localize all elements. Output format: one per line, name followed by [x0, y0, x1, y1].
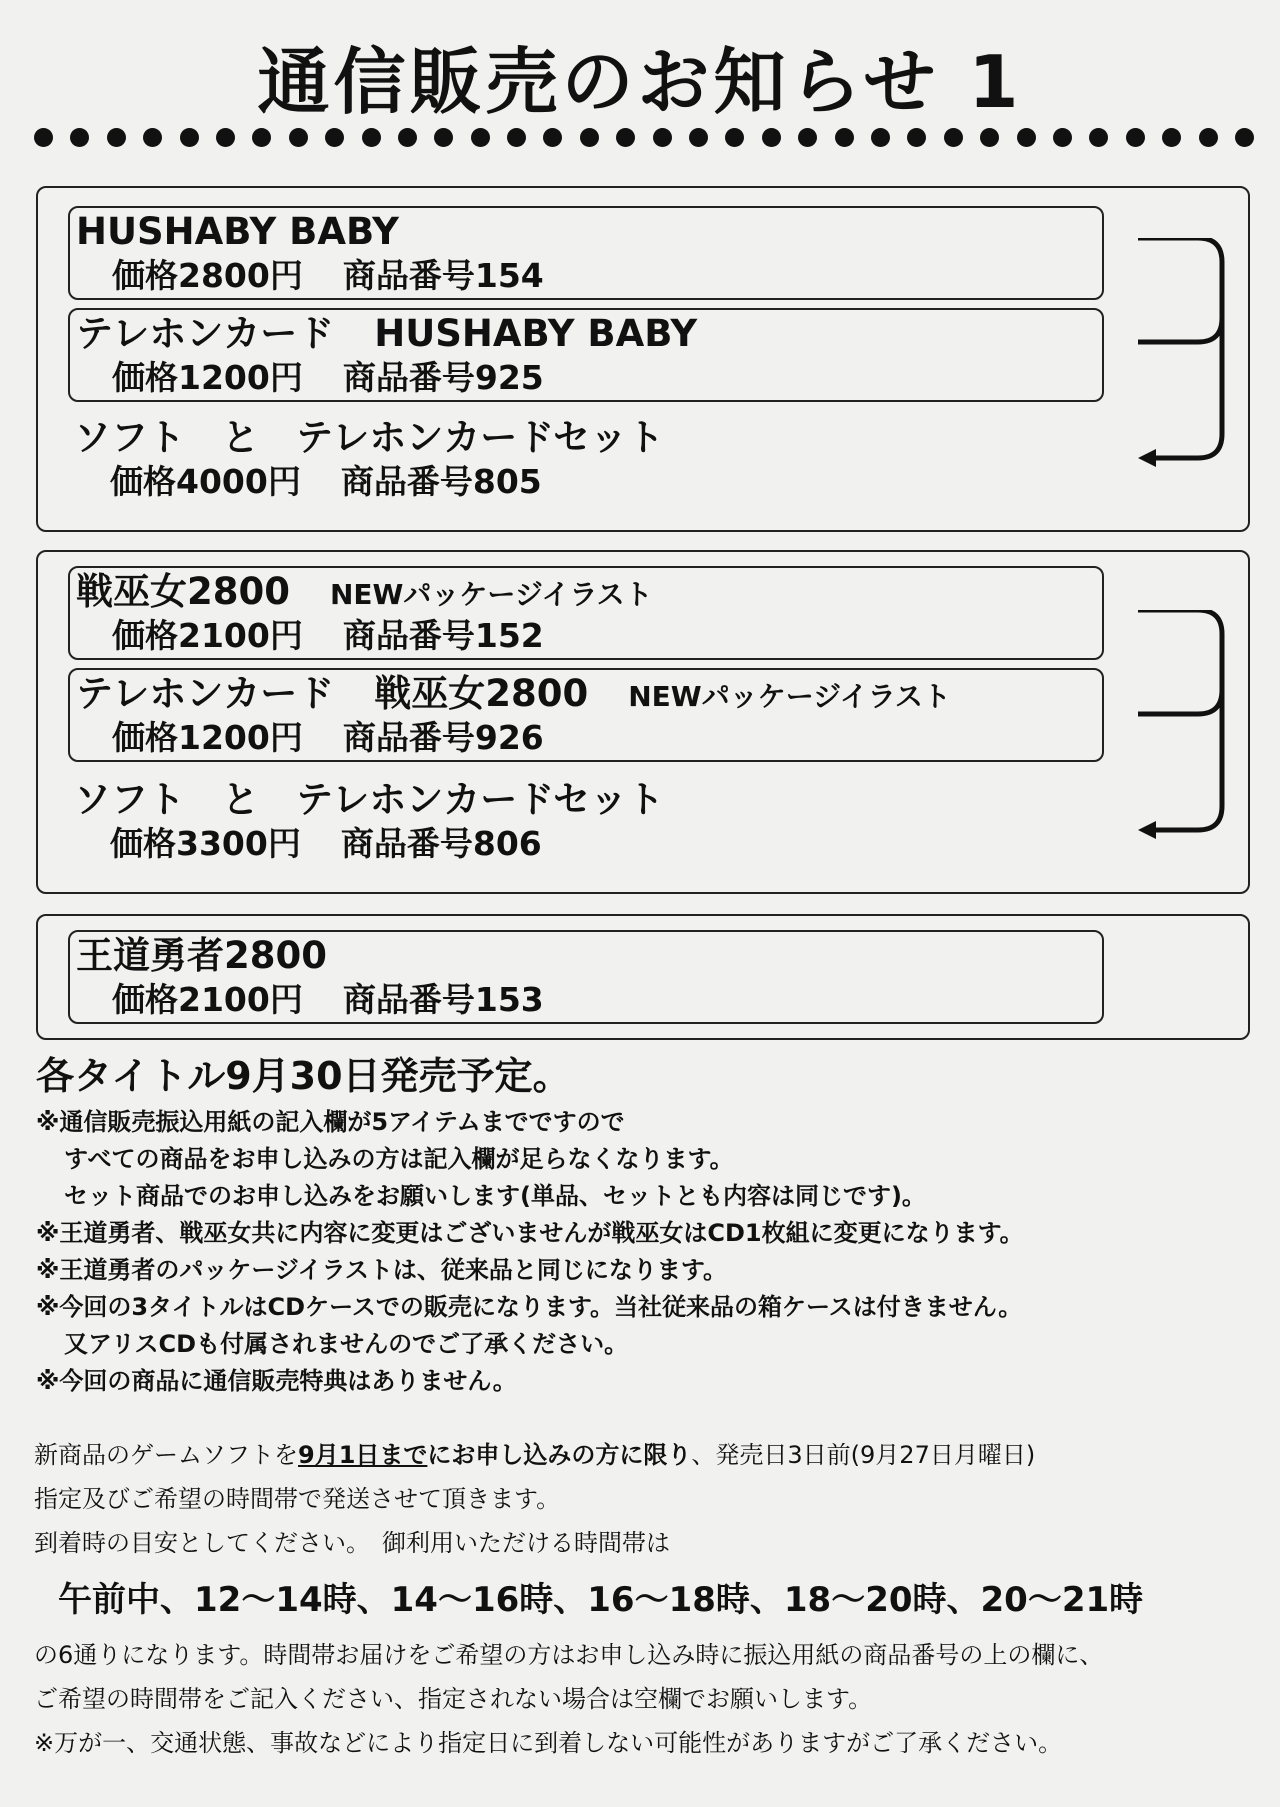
- set-name: ソフト と テレホンカードセット: [74, 416, 665, 459]
- product-set: [68, 414, 1104, 514]
- set-code: 商品番号805: [340, 462, 542, 501]
- product-code: 商品番号154: [342, 256, 544, 295]
- product-name: 戦巫女2800: [76, 570, 290, 613]
- note-line: ※通信販売振込用紙の記入欄が5アイテムまでですので: [36, 1108, 625, 1136]
- product-group-hushaby: [36, 186, 1250, 532]
- product-code: 商品番号153: [342, 980, 544, 1019]
- info-line: 到着時の目安としてください。 御利用いただける時間帯は: [34, 1529, 670, 1557]
- delivery-info: [34, 1433, 1254, 1765]
- page-title: 通信販売のお知らせ 1: [257, 40, 1023, 124]
- info-line: ご希望の時間帯をご記入ください、指定されない場合は空欄でお願いします。: [34, 1685, 873, 1713]
- release-notes: [36, 1048, 1246, 1400]
- product-note: NEWパッケージイラスト: [628, 680, 951, 713]
- product-group-oudou-yuusha: [36, 914, 1250, 1040]
- info-line: の6通りになります。時間帯お届けをご希望の方はお申し込み時に振込用紙の商品番号の上の欄に、: [34, 1641, 1104, 1669]
- product-name-title: 戦巫女2800: [374, 672, 589, 715]
- note-line: セット商品でのお申し込みをお願いします(単品、セットとも内容は同じです)。: [64, 1182, 926, 1210]
- product-code: 商品番号925: [342, 358, 544, 397]
- product-item-software: [68, 566, 1104, 660]
- set-price: 価格3300円: [110, 824, 301, 863]
- note-line: 又アリスCDも付属されませんのでご了承ください。: [64, 1330, 629, 1358]
- product-name: 王道勇者2800: [76, 934, 327, 977]
- product-note: NEWパッケージイラスト: [329, 578, 653, 611]
- product-price: 価格2100円: [112, 980, 303, 1019]
- product-item-telephone-card: [68, 668, 1104, 762]
- product-price: 価格2800円: [112, 256, 303, 295]
- release-date-heading: 各タイトル9月30日発売予定。: [36, 1054, 571, 1098]
- product-price: 価格1200円: [112, 718, 303, 757]
- note-line: ※王道勇者、戦巫女共に内容に変更はございませんが戦巫女はCD1枚組に変更になります。: [36, 1219, 1024, 1247]
- set-name: ソフト と テレホンカードセット: [74, 778, 665, 821]
- note-line: すべての商品をお申し込みの方は記入欄が足らなくなります。: [64, 1145, 734, 1173]
- set-price: 価格4000円: [110, 462, 301, 501]
- bracket-arrow-icon: [1138, 610, 1238, 850]
- product-name: テレホンカード: [76, 312, 335, 355]
- product-name: HUSHABY BABY: [76, 210, 399, 253]
- set-code: 商品番号806: [340, 824, 542, 863]
- product-code: 商品番号926: [342, 718, 544, 757]
- product-name: テレホンカード: [76, 672, 335, 715]
- product-set: [68, 776, 1104, 876]
- product-price: 価格2100円: [112, 616, 303, 655]
- product-item-software: [68, 206, 1104, 300]
- product-name-title: HUSHABY BABY: [374, 312, 698, 355]
- product-item-telephone-card: [68, 308, 1104, 402]
- info-line: ※万が一、交通状態、事故などにより指定日に到着しない可能性がありますがご了承ください。: [34, 1729, 1063, 1757]
- note-line: ※今回の3タイトルはCDケースでの販売になります。当社従来品の箱ケースは付きません。: [36, 1293, 1023, 1321]
- product-code: 商品番号152: [342, 616, 544, 655]
- bracket-arrow-icon: [1138, 238, 1238, 478]
- product-group-ikusamiko: [36, 550, 1250, 894]
- note-line: ※王道勇者のパッケージイラストは、従来品と同じになります。: [36, 1256, 728, 1284]
- product-item-software: [68, 930, 1104, 1024]
- note-line: ※今回の商品に通信販売特典はありません。: [36, 1367, 517, 1395]
- info-line: 新商品のゲームソフトを9月1日までにお申し込みの方に限り、発売日3日前(9月27日月曜日): [34, 1441, 1036, 1469]
- delivery-time-slots: 午前中、12〜14時、14〜16時、16〜18時、18〜20時、20〜21時: [58, 1580, 1144, 1620]
- deadline-date: 9月1日まで: [298, 1441, 428, 1469]
- dotted-divider: [34, 124, 1254, 150]
- info-line: 指定及びご希望の時間帯で発送させて頂きます。: [34, 1485, 561, 1513]
- product-price: 価格1200円: [112, 358, 303, 397]
